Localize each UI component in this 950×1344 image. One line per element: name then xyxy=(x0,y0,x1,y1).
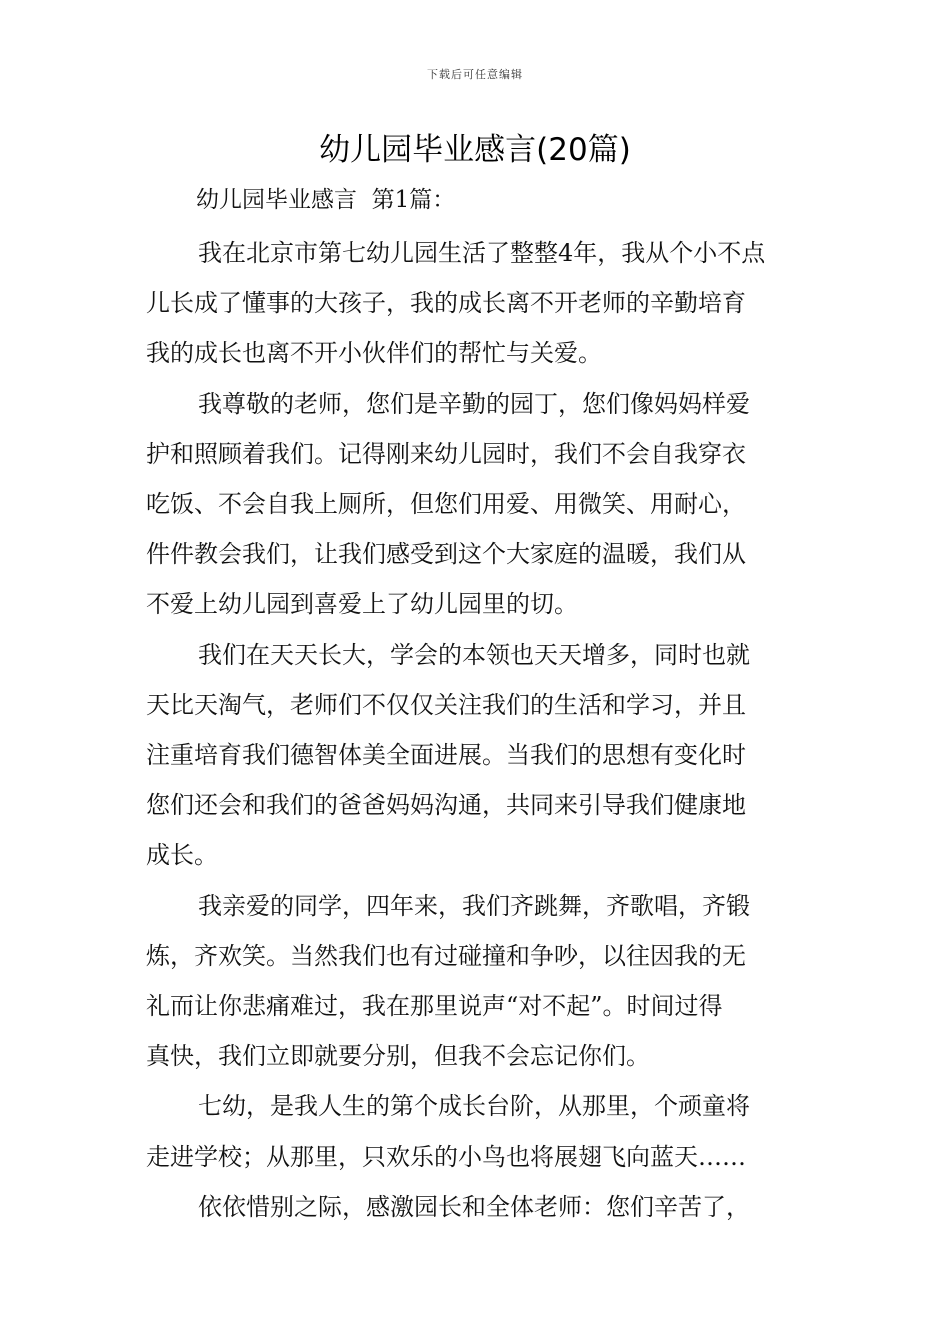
paragraph-line: 成长。 xyxy=(146,841,218,870)
paragraph-1 xyxy=(146,228,806,379)
paragraph-5 xyxy=(146,1081,806,1181)
document-body xyxy=(146,228,806,1232)
paragraph-line: 我尊敬的老师，您们是辛勤的园丁，您们像妈妈样爱 xyxy=(198,389,750,418)
header-note: 下载后可任意编辑 xyxy=(427,68,523,81)
paragraph-line: 您们还会和我们的爸爸妈妈沟通，共同来引导我们健康地 xyxy=(146,791,746,820)
paragraph-line: 我亲爱的同学，四年来，我们齐跳舞，齐歌唱，齐锻 xyxy=(198,891,750,920)
paragraph-4 xyxy=(146,881,806,1082)
paragraph-line: 真快，我们立即就要分别，但我不会忘记你们。 xyxy=(146,1042,650,1071)
section-subheading: 幼儿园毕业感言 第1篇： xyxy=(196,187,456,213)
paragraph-2 xyxy=(146,379,806,630)
paragraph-3 xyxy=(146,630,806,881)
paragraph-line: 件件教会我们，让我们感受到这个大家庭的温暖，我们从 xyxy=(146,540,746,569)
paragraph-line: 注重培育我们德智体美全面进展。当我们的思想有变化时 xyxy=(146,741,746,770)
paragraph-line: 走进学校；从那里，只欢乐的小鸟也将展翅飞向蓝天…… xyxy=(146,1142,746,1171)
paragraph-6 xyxy=(146,1182,806,1232)
paragraph-line: 天比天淘气，老师们不仅仅关注我们的生活和学习，并且 xyxy=(146,690,746,719)
paragraph-line: 我的成长也离不开小伙伴们的帮忙与关爱。 xyxy=(146,339,602,368)
paragraph-line: 礼而让你悲痛难过，我在那里说声“对不起”。时间过得 xyxy=(146,992,723,1021)
paragraph-line: 炼，齐欢笑。当然我们也有过碰撞和争吵，以往因我的无 xyxy=(146,941,746,970)
paragraph-line: 护和照顾着我们。记得刚来幼儿园时，我们不会自我穿衣 xyxy=(146,439,746,468)
paragraph-line: 吃饭、不会自我上厕所，但您们用爱、用微笑、用耐心， xyxy=(146,490,746,519)
paragraph-line: 儿长成了懂事的大孩子，我的成长离不开老师的辛勤培育 xyxy=(146,289,746,318)
paragraph-line: 不爱上幼儿园到喜爱上了幼儿园里的切。 xyxy=(146,590,578,619)
paragraph-line: 依依惜别之际，感激园长和全体老师：您们辛苦了， xyxy=(198,1192,750,1221)
page-title: 幼儿园毕业感言(20篇) xyxy=(319,132,631,168)
paragraph-line: 我们在天天长大，学会的本领也天天增多，同时也就 xyxy=(198,640,750,669)
paragraph-line: 我在北京市第七幼儿园生活了整整4年，我从个小不点 xyxy=(198,239,766,267)
paragraph-line: 七幼，是我人生的第个成长台阶，从那里，个顽童将 xyxy=(198,1092,750,1121)
